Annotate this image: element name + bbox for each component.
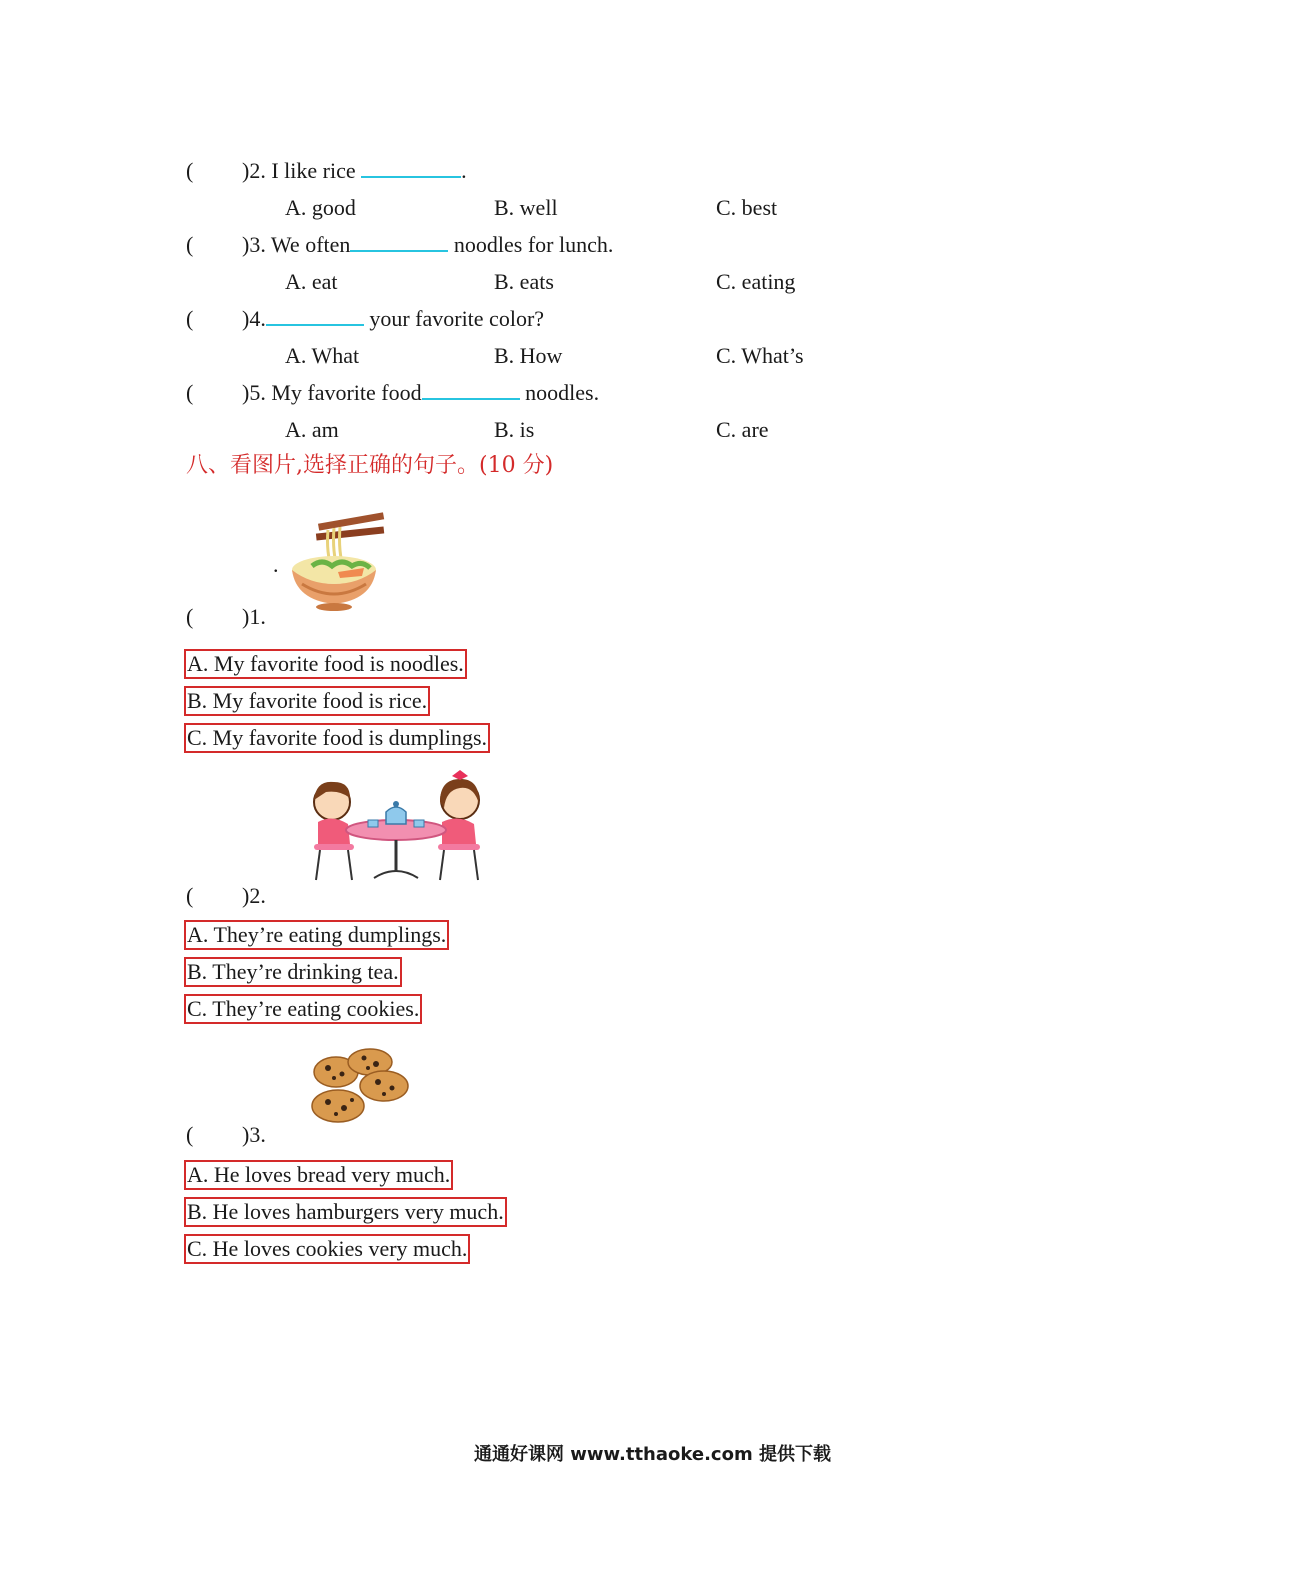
option-b[interactable]: B. How — [494, 343, 563, 368]
page-footer: 通通好课网 www.tthaoke.com 提供下载 — [474, 1444, 831, 1465]
option-a[interactable]: A. They’re eating dumplings. — [184, 920, 449, 950]
option-b[interactable]: B. They’re drinking tea. — [184, 957, 402, 987]
option-a[interactable]: A. good — [285, 195, 356, 220]
noodle-bowl-icon — [288, 512, 388, 612]
section-title: 八、看图片,选择正确的句子。(10 分) — [186, 453, 554, 478]
option-b[interactable]: B. well — [494, 195, 558, 220]
answer-paren: ( — [186, 306, 194, 331]
option-a[interactable]: A. eat — [285, 269, 338, 294]
answer-blank[interactable] — [266, 306, 364, 326]
answer-paren: ( — [186, 232, 194, 257]
answer-paren: ( — [186, 604, 194, 629]
option-b[interactable]: B. My favorite food is rice. — [184, 686, 430, 716]
item-number: )1. — [242, 604, 266, 629]
answer-blank[interactable] — [422, 380, 520, 400]
answer-blank[interactable] — [361, 158, 461, 178]
option-b[interactable]: B. He loves hamburgers very much. — [184, 1197, 507, 1227]
option-c[interactable]: C. He loves cookies very much. — [184, 1234, 470, 1264]
option-c[interactable]: C. My favorite food is dumplings. — [184, 723, 490, 753]
answer-paren: ( — [186, 380, 194, 405]
picture-dot: . — [273, 552, 279, 577]
answer-paren: ( — [186, 883, 194, 908]
option-c[interactable]: C. are — [716, 417, 769, 442]
cookies-icon — [306, 1046, 410, 1128]
option-c[interactable]: C. What’s — [716, 343, 804, 368]
answer-blank[interactable] — [350, 232, 448, 252]
question-text: )4. your favorite color? — [242, 306, 545, 331]
option-a[interactable]: A. What — [285, 343, 360, 368]
option-a[interactable]: A. My favorite food is noodles. — [184, 649, 467, 679]
question-text: )2. I like rice . — [242, 158, 467, 183]
option-c[interactable]: C. eating — [716, 269, 796, 294]
children-drinking-tea-icon — [304, 768, 488, 886]
option-b[interactable]: B. eats — [494, 269, 554, 294]
question-text: )3. We often noodles for lunch. — [242, 232, 614, 257]
answer-paren: ( — [186, 158, 194, 183]
option-c[interactable]: C. best — [716, 195, 778, 220]
option-b[interactable]: B. is — [494, 417, 535, 442]
item-number: )3. — [242, 1122, 266, 1147]
option-a[interactable]: A. am — [285, 417, 339, 442]
option-a[interactable]: A. He loves bread very much. — [184, 1160, 453, 1190]
answer-paren: ( — [186, 1122, 194, 1147]
item-number: )2. — [242, 883, 266, 908]
option-c[interactable]: C. They’re eating cookies. — [184, 994, 422, 1024]
question-text: )5. My favorite food noodles. — [242, 380, 600, 405]
